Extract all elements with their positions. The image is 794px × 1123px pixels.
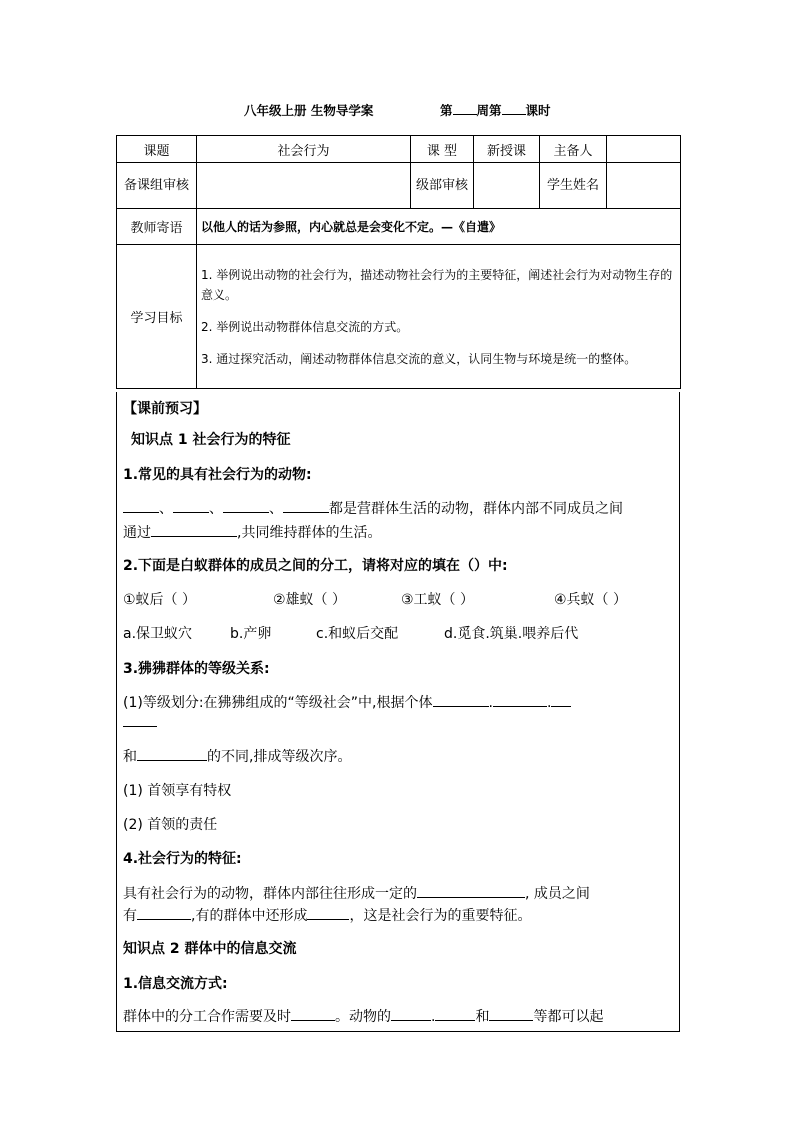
- grade-review-label: 级部审核: [411, 163, 474, 209]
- page-header: [0, 101, 794, 119]
- question-1: 1.常见的具有社会行为的动物:: [123, 467, 312, 483]
- goal-item: 1. 举例说出动物的社会行为，描述动物社会行为的主要特征，阐述社会行为对动物生存的意义。: [201, 267, 673, 302]
- topic-label: 课题: [117, 136, 197, 163]
- option-male: ②雄蚁（ ）: [273, 592, 347, 608]
- choice-a: a.保卫蚁穴: [123, 626, 193, 642]
- question-3: 3.狒狒群体的等级关系:: [123, 661, 270, 677]
- message-label: 教师寄语: [117, 209, 197, 245]
- choice-b: b.产卵: [230, 626, 272, 642]
- option-queen: ①蚁后（ ）: [123, 592, 197, 608]
- question-3-part-1-cont: [123, 712, 675, 731]
- period-field: 第 周第 课时: [440, 103, 551, 118]
- grade-review-field[interactable]: [474, 163, 540, 209]
- doc-title: 八年级上册 生物导学案: [244, 103, 374, 118]
- question-4: 4.社会行为的特征:: [123, 851, 242, 867]
- question-5-line-1: 群体中的分工合作需要及时 。动物的 . 和 等都可以起: [123, 1006, 675, 1026]
- lesson-info-table: [116, 135, 681, 389]
- type-label: 课 型: [411, 136, 474, 163]
- knowledge-point-1: 知识点 1 社会行为的特征: [131, 432, 291, 448]
- learning-goals: [197, 245, 681, 389]
- option-soldier: ④兵蚁（ ）: [554, 592, 628, 608]
- goal-item: 3. 通过探究活动，阐述动物群体信息交流的意义，认同生物与环境是统一的整体。: [201, 351, 637, 366]
- choice-c: c.和蚁后交配: [316, 626, 399, 642]
- question-4-line-2: 有 ,有的群体中还形成 ，这是社会行为的重要特征。: [123, 905, 675, 925]
- preparer-field[interactable]: [607, 136, 681, 163]
- knowledge-point-2: 知识点 2 群体中的信息交流: [123, 941, 297, 957]
- question-3-part-2: (1) 首领享有特权: [123, 783, 232, 799]
- question-4-line-1: 具有社会行为的动物，群体内部往往形成一定的 , 成员之间: [123, 883, 675, 903]
- question-1-line-1: 、 、 、 都是营群体生活的动物，群体内部不同成员之间: [123, 498, 675, 518]
- question-3-part-3: (2) 首领的责任: [123, 817, 218, 833]
- choice-d: d.觅食.筑巢.喂养后代: [444, 626, 579, 642]
- goal-item: 2. 举例说出动物群体信息交流的方式。: [201, 319, 409, 334]
- review-field[interactable]: [197, 163, 411, 209]
- preview-title: 【课前预习】: [123, 401, 207, 417]
- preparer-label: 主备人: [540, 136, 607, 163]
- question-2: 2.下面是白蚁群体的成员之间的分工，请将对应的填在（）中:: [123, 558, 508, 574]
- question-1-line-2: 通过 ,共同维持群体的生活。: [123, 522, 675, 542]
- question-3-part-1: (1)等级划分:在狒狒组成的“等级社会”中,根据个体 . .: [123, 692, 675, 712]
- type-value: 新授课: [474, 136, 540, 163]
- question-3-part-1-end: 和 的不同,排成等级次序。: [123, 746, 675, 766]
- review-label: 备课组审核: [117, 163, 197, 209]
- preview-section: [116, 392, 680, 1032]
- topic-value: 社会行为: [197, 136, 411, 163]
- option-worker: ③工蚁（ ）: [401, 592, 475, 608]
- teacher-message: 以他人的话为参照，内心就总是会变化不定。—《自遣》: [197, 209, 681, 245]
- goals-label: 学习目标: [117, 245, 197, 389]
- question-5: 1.信息交流方式:: [123, 976, 228, 992]
- student-label: 学生姓名: [540, 163, 607, 209]
- student-name-field[interactable]: [607, 163, 681, 209]
